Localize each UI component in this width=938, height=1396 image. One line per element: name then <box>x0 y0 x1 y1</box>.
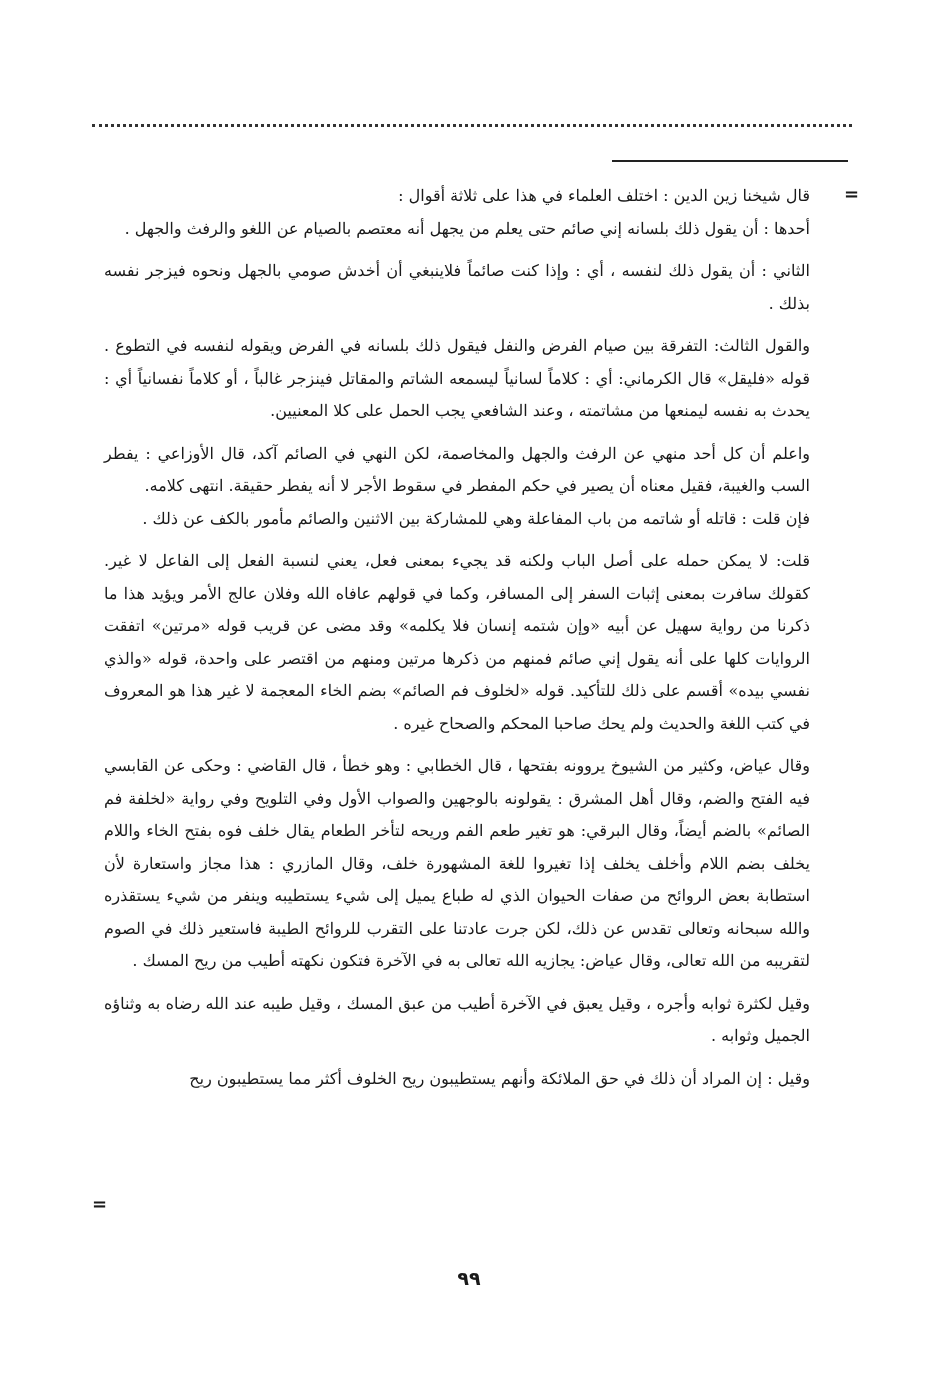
paragraph-intro: قال شيخنا زين الدين : اختلف العلماء في هذا على ثلاثة أقوال : <box>398 186 810 205</box>
paragraph-third-opinion: والقول الثالث: التفرقة بين صيام الفرض والنفل فيقول ذلك بلسانه في الفرض ويقوله لنفسه في التطوع . قوله «فليقل» قال الكرماني: أي : كلاماً لسانياً ليسمعه الشاتم والمقاتل فينزجر غالباً ، أو كلاماً نفسانياً أي : يحدث به نفسه ليمنعها من مشاتمته ، وعند الشافعي يجب الحمل على كلا المعنيين. <box>104 336 810 420</box>
page-number: ٩٩ <box>457 1268 481 1290</box>
footnote-rule <box>612 160 848 162</box>
footnote-text <box>104 180 810 1095</box>
paragraph-iyad: وقال عياض، وكثير من الشيوخ يروونه بفتحها ، قال الخطابي : وهو خطأ ، قال القاضي : وحكى عن القابسي فيه الفتح والضم، وقال أهل المشرق : يقولونه بالوجهين والصواب الأول وفي التلويح وفي رواية «لخلفة فم الصائم» بالضم أيضاً، وقال البرقي: هو تغير طعم الفم وريحه لتأخر الطعام يقال خلف فوه بفتح الخاء واللام يخلف بضم اللام وأخلف يخلف إذا تغيروا للغة المشهورة خلف، وقال المازري : هذا مجاز واستعارة لأن استطابة بعض الروائح من صفات الحيوان الذي له طباع يميل إلى شيء يستطيبه وينفر من شيء يستقذره والله سبحانه وتعالى تقدس عن ذلك، لكن جرت عادتنا على التقرب للروائح الطيبة فاستعير ذلك في الصوم لتقريبه من الله تعالى، وقال عياض: يجازيه الله تعالى به في الآخرة فتكون نكهته أطيب من ريح المسك . <box>104 756 811 970</box>
paragraph-second-opinion: الثاني : أن يقول ذلك لنفسه ، أي : وإذا كنت صائماً فلاينبغي أن أخدش صومي بالجهل ونحوه فيزجر نفسه بذلك . <box>104 261 810 313</box>
paragraph-reward: وقيل لكثرة ثوابه وأجره ، وقيل يعبق في الآخرة أطيب من عبق المسك ، وقيل طيبه عند الله رضاه به وثناؤه الجميل وثوابه . <box>104 993 810 1045</box>
paragraph-know: واعلم أن كل أحد منهي عن الرفث والجهل والمخاصمة، لكن النهي في الصائم آكد، قال الأوزاعي : يفطر السب والغيبة، فقيل معناه أن يصير في حكم المفطر في سقوط الأجر لا أنه يفطر حقيقة. انتهى كلامه. <box>104 443 811 495</box>
continuation-mark-bottom: = <box>92 1194 108 1215</box>
paragraph-angels: وقيل : إن المراد أن ذلك في حق الملائكة وأنهم يستطيبون ريح الخلوف أكثر مما يستطيبون ريح <box>189 1068 810 1088</box>
continuation-mark-top: = <box>844 184 860 205</box>
paragraph-first-opinion: أحدها : أن يقول ذلك بلسانه إني صائم حتى يعلم من يجهل أنه معتصم بالصيام عن اللغو والرفث والجهل . <box>124 218 810 238</box>
dotted-separator <box>92 124 852 127</box>
paragraph-question: فإن قلت : قاتله أو شاتمه من باب المفاعلة وهي للمشاركة بين الاثنين والصائم مأمور بالكف عن ذلك . <box>142 508 810 528</box>
paragraph-answer: قلت: لا يمكن حمله على أصل الباب ولكنه قد يجيء بمعنى فعل، يعني لنسبة الفعل إلى الفاعل لا غير. كقولك سافرت بمعنى إثبات السفر إلى المسافر، وكما في قولهم عافاه الله وفلان عالج الأمر ويؤيد هذا ما ذكرنا من رواية سهيل عن أبيه «وإن شتمه إنسان فلا يكلمه» وقد مضى عن قريب قوله «مرتين» اتفقت الروايات كلها على أنه يقول إني صائم فمنهم من ذكرها مرتين ومنهم من اقتصر على واحدة، قوله «والذي نفسي بيده» أقسم على ذلك للتأكيد. قوله «لخلوف فم الصائم» بضم الخاء المعجمة لا غير هذا هو المعروف في كتب اللغة والحديث ولم يحك صاحبا المحكم والصحاح غيره . <box>104 551 810 733</box>
